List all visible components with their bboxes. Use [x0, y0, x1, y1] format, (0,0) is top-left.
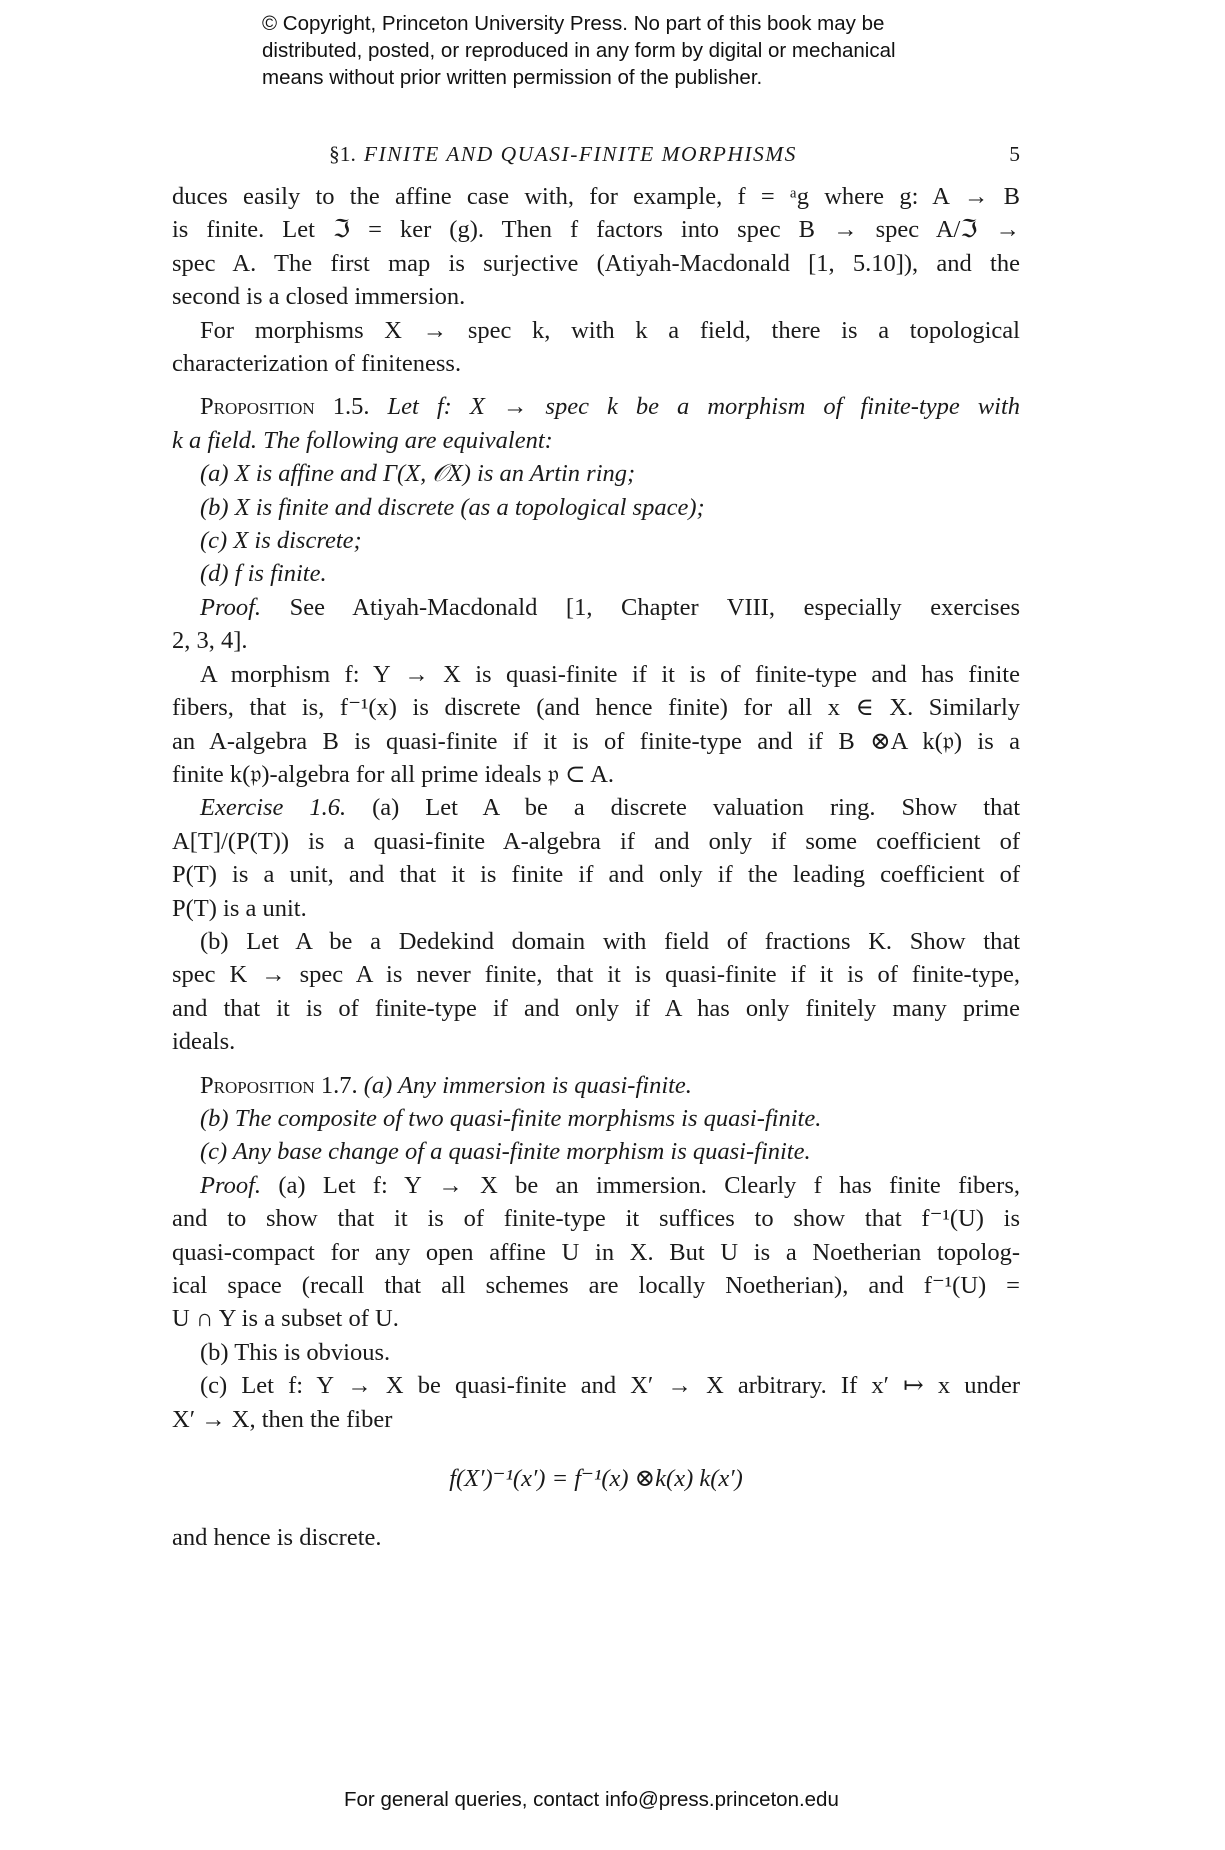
text-line: and that it is of finite-type if and only if A has only finitely many prime [172, 994, 1020, 1022]
proof-text: (a) Let f: Y → X be an immersion. Clearly f has finite fibers, [278, 1171, 1020, 1199]
text-line: second is a closed immersion. [172, 283, 466, 311]
text-line: is finite. Let ℑ = ker (g). Then f factors into spec B → spec A/ℑ → [172, 216, 1020, 244]
text-line: quasi-compact for any open affine U in X. But U is a Noetherian topolog- [172, 1238, 1020, 1266]
text-line: (b) This is obvious. [200, 1338, 391, 1366]
proof-label: Proof. [200, 593, 262, 621]
section-heading [329, 142, 797, 167]
list-item: (b) The composite of two quasi-finite morphisms is quasi-finite. [200, 1104, 822, 1132]
text-line [172, 1069, 1020, 1102]
proposition-label: Proposition 1.7. [200, 1071, 358, 1099]
proposition-label: Proposition 1.5. [200, 393, 370, 421]
display-equation: f(X′)⁻¹(x′) = f⁻¹(x) ⊗k(x) k(x′) [449, 1465, 743, 1493]
text-line: ideals. [172, 1028, 236, 1056]
text-line: P(T) is a unit. [172, 894, 307, 922]
text-line: duces easily to the affine case with, for example, f = ᵃg where g: A → B [172, 183, 1020, 210]
text-line: fibers, that is, f⁻¹(x) is discrete (and hence finite) for all x ∈ X. Similarly [172, 694, 1020, 722]
list-item: (d) f is finite. [200, 560, 327, 588]
text-line [172, 390, 1020, 423]
text-line: A morphism f: Y → X is quasi-finite if it is of finite-type and has finite [200, 660, 1020, 688]
text-line: (c) Let f: Y → X be quasi-finite and X′ → X arbitrary. If x′ ↦ x under [200, 1372, 1020, 1400]
text-line: spec K → spec A is never finite, that it is quasi-finite if it is of finite-type, [172, 961, 1020, 989]
paragraph-quasi-finite-definition [172, 658, 1020, 792]
text-line [172, 791, 1020, 824]
list-item: (c) Any base change of a quasi-finite morphism is quasi-finite. [200, 1138, 811, 1166]
copyright-line: distributed, posted, or reproduced in any form by digital or mechanical [262, 39, 896, 62]
text-line: and hence is discrete. [172, 1524, 382, 1552]
text-line: an A-algebra B is quasi-finite if it is of finite-type and if B ⊗A k(𝔭) is a [172, 727, 1020, 755]
exercise-text: (a) Let A be a discrete valuation ring. Show that [372, 794, 1020, 822]
proof-label: Proof. [200, 1171, 262, 1199]
text-line: characterization of finiteness. [172, 350, 462, 378]
proof-1-5 [172, 591, 1020, 658]
exercise-1-6 [172, 791, 1020, 1058]
proof-1-7 [172, 1169, 1020, 1555]
page-number: 5 [1009, 142, 1020, 166]
text-line: k a field. The following are equivalent: [172, 426, 553, 454]
exercise-label: Exercise 1.6. [200, 794, 347, 822]
text-line: ical space (recall that all schemes are locally Noetherian), and f⁻¹(U) = [172, 1272, 1020, 1299]
paragraph-continued [172, 180, 1020, 314]
copyright-notice [262, 10, 982, 91]
text-line: (b) Let A be a Dedekind domain with field of fractions K. Show that [200, 927, 1020, 955]
text-line: and to show that it is of finite-type it suffices to show that f⁻¹(U) is [172, 1205, 1020, 1233]
text-line: spec A. The first map is surjective (Atiyah-Macdonald [1, 5.10]), and the [172, 249, 1020, 277]
text-line: A[T]/(P(T)) is a quasi-finite A-algebra if and only if some coefficient of [172, 827, 1020, 855]
paragraph [172, 314, 1020, 381]
text-line: finite k(𝔭)-algebra for all prime ideals 𝔭 ⊂ A. [172, 760, 615, 788]
proposition-statement: Let f: X → spec k be a morphism of finite-type with [387, 393, 1021, 421]
proof-text: See Atiyah-Macdonald [1, Chapter VIII, especially exercises [289, 593, 1020, 621]
list-item: (b) X is finite and discrete (as a topological space); [200, 493, 705, 521]
list-item: (c) X is discrete; [200, 527, 362, 555]
proposition-1-7 [172, 1069, 1020, 1169]
text-line: 2, 3, 4]. [172, 627, 248, 655]
proposition-1-5 [172, 390, 1020, 590]
page-body [172, 180, 1020, 1555]
text-line: For morphisms X → spec k, with k a field, there is a topological [200, 316, 1020, 344]
text-line: P(T) is a unit, and that it is finite if and only if the leading coefficient of [172, 861, 1020, 889]
running-header [172, 142, 1020, 172]
section-number: §1. [329, 142, 356, 166]
section-title: FINITE AND QUASI-FINITE MORPHISMS [363, 142, 797, 166]
text-line [172, 1169, 1020, 1202]
text-line [172, 591, 1020, 624]
copyright-line: © Copyright, Princeton University Press. No part of this book may be [262, 12, 885, 35]
text-line: X′ → X, then the fiber [172, 1405, 393, 1433]
copyright-line: means without prior written permission of the publisher. [262, 66, 763, 89]
text-line: U ∩ Y is a subset of U. [172, 1305, 399, 1333]
footer-contact: For general queries, contact info@press.princeton.edu [344, 1788, 839, 1811]
list-item: (a) X is affine and Γ(X, 𝒪X) is an Artin ring; [200, 460, 636, 488]
list-item: (a) Any immersion is quasi-finite. [363, 1071, 692, 1099]
